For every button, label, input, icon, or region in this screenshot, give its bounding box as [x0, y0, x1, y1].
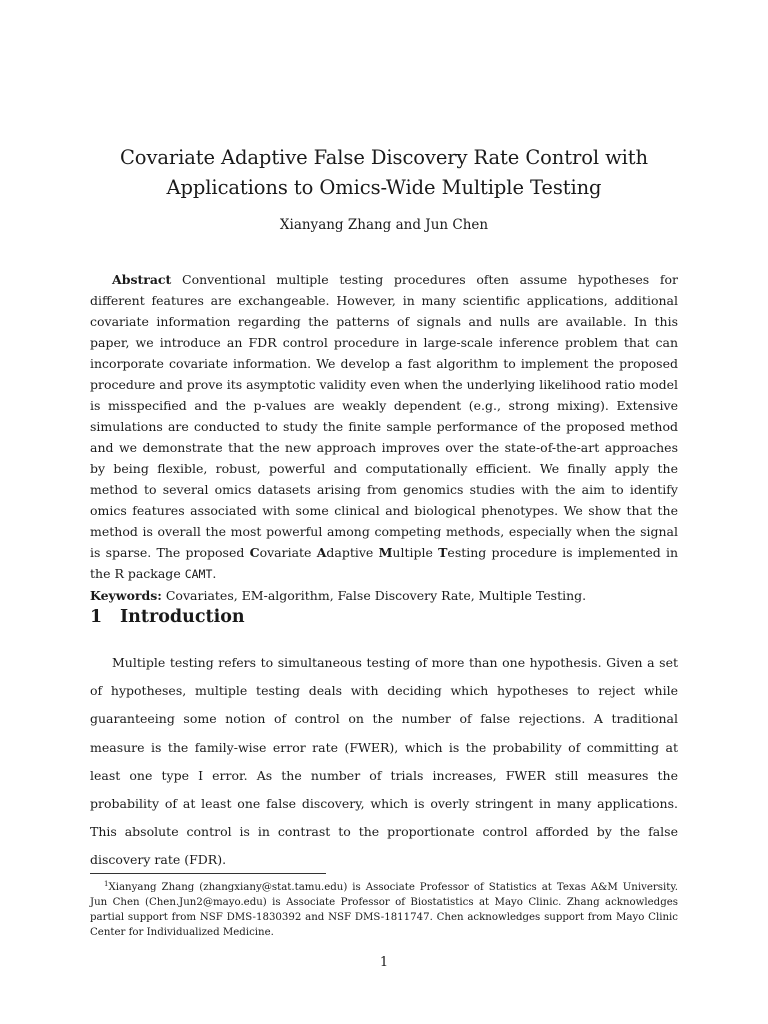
section-title: Introduction: [120, 607, 245, 627]
camt-word-esting: esting: [447, 545, 487, 560]
abstract-label: Abstract: [112, 272, 172, 287]
intro-paragraph: Multiple testing refers to simultaneous testing of more than one hypothesis. Given a set of hypotheses, multiple testing deals with deciding which hypotheses to reject while guaranteeing some notion of control on the number of false rejections. A traditional measure is the family-wise error rate (FWER), which is the probability of committing at least one type I error. As the number of trials increases, FWER still measures the probability of at least one false discovery, which is overly stringent in many applications. This absolute control is in contrast to the proportionate control afforded by the false discovery rate (FDR).: [90, 655, 678, 868]
camt-letter-c: C: [249, 545, 260, 560]
abstract-end: .: [212, 566, 217, 581]
abstract: [90, 269, 678, 606]
footnote-text: Xianyang Zhang (zhangxiany@stat.tamu.edu) is Associate Professor of Statistics at Texas A&M University. Jun Chen (Chen.Jun2@mayo.edu) is Associate Professor of Biostatistics at Mayo Clinic. Zhang acknowledges partial support from NSF DMS-1830392 and NSF DMS-1811747. Chen acknowledges support from Mayo Clinic Center for Individualized Medicine.: [90, 882, 678, 938]
keywords-label: Keywords:: [90, 588, 162, 603]
title-line-1: Covariate Adaptive False Discovery Rate Control with: [119, 146, 648, 169]
abstract-text: Conventional multiple testing procedures often assume hypotheses for different features are exchangeable. However, in many scientific applications, additional covariate information regarding the patterns of signals and nulls are available. In this paper, we introduce an FDR control procedure in large-scale inference problem that can incorporate covariate information. We develop a fast algorithm to implement the proposed procedure and prove its asymptotic validity even when the underlying likelihood ratio model is misspecified and the p-values are weakly dependent (e.g., strong mixing). Extensive simulations are conducted to study the finite sample performance of the proposed method and we demonstrate that the new approach improves over the state-of-the-art approaches by being flexible, robust, powerful and computationally efficient. We finally apply the method to several omics datasets arising from genomics studies with the aim to identify omics features associated with some clinical and biological phenotypes. We show that the method is overall the most powerful among competing methods, especially when the signal is sparse. The proposed: [90, 272, 678, 560]
package-name: CAMT: [184, 567, 213, 581]
camt-word-ultiple: ultiple: [392, 545, 439, 560]
footnote: [90, 877, 678, 940]
camt-tail: procedure is implemented in the R package: [90, 545, 678, 581]
section-heading: [90, 604, 245, 630]
author-list: Xianyang Zhang and Jun Chen: [279, 217, 489, 233]
camt-letter-t: T: [438, 545, 448, 560]
paper-title: [40, 143, 728, 203]
camt-word-ovariate: ovariate: [259, 545, 317, 560]
footnote-marker: 1: [104, 880, 109, 888]
camt-letter-a: A: [316, 545, 327, 560]
footnote-divider: [90, 873, 326, 874]
section-number: 1: [90, 607, 103, 627]
camt-word-daptive: daptive: [326, 545, 379, 560]
title-line-2: Applications to Omics-Wide Multiple Testing: [166, 176, 602, 199]
keywords-text: Covariates, EM-algorithm, False Discovery Rate, Multiple Testing.: [161, 588, 587, 603]
camt-letter-m: M: [378, 545, 393, 560]
page-number: 1: [379, 955, 389, 970]
abstract-paragraph: [90, 269, 678, 585]
footnote-paragraph: [90, 877, 678, 940]
keywords: [90, 585, 678, 606]
introduction-body: [90, 649, 678, 875]
